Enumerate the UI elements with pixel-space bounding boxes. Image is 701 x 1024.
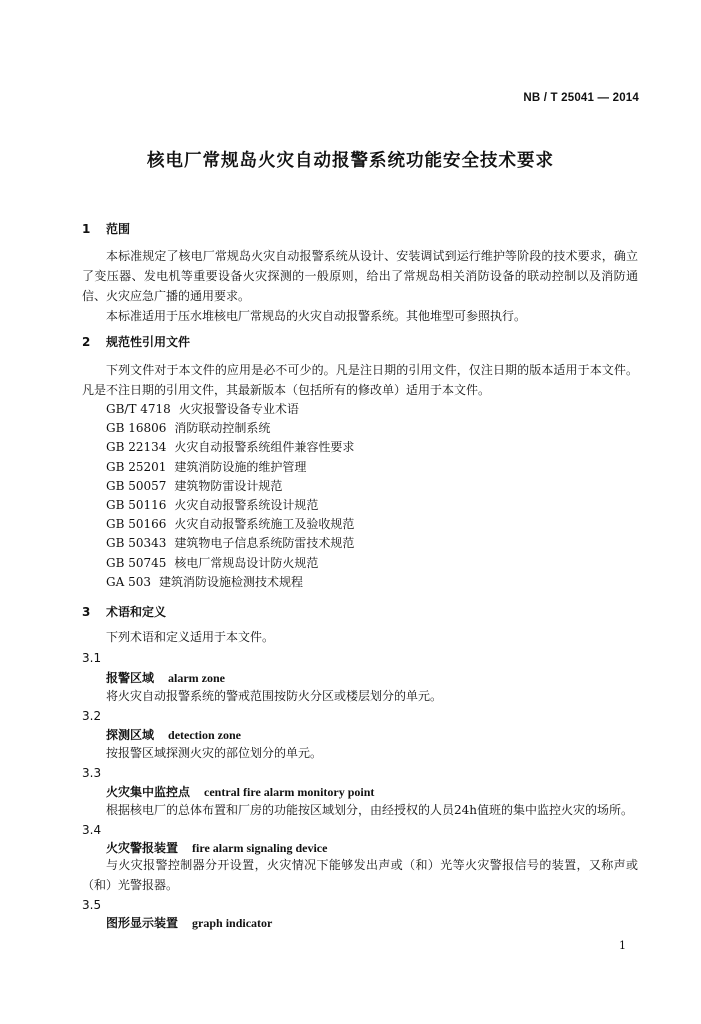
reference-code: GB 50745 [106,555,167,570]
term-definition: 根据核电厂的总体布置和厂房的功能按区域划分，由经授权的人员24h值班的集中监控火灾的场所。 [106,803,634,817]
section-2-intro: 下列文件对于本文件的应用是必不可少的。凡是注日期的引用文件，仅注日期的版本适用于本文件。凡是不注日期的引用文件，其最新版本（包括所有的修改单）适用于本文件。 [82,363,638,397]
reference-item [106,477,354,496]
term-number: 3.5 [82,898,102,912]
section-title: 术语和定义 [106,605,167,619]
term-english: alarm zone [168,671,225,685]
term-heading [106,914,272,931]
section-number: 2 [82,335,91,349]
reference-item [106,438,354,457]
reference-item [106,496,354,515]
section-title: 范围 [106,222,131,236]
reference-title: 消防联动控制系统 [174,421,271,436]
section-1-paragraph-1: 本标准规定了核电厂常规岛火灾自动报警系统从设计、安装调试到运行维护等阶段的技术要求，确立了变压器、发电机等重要设备火灾探测的一般原则，给出了常规岛相关消防设备的联动控制以及消防通信、火灾应急广播的通用要求。 [82,249,638,303]
reference-title: 核电厂常规岛设计防火规范 [174,555,319,570]
section-1-heading [82,220,130,237]
reference-code: GB 50343 [106,536,167,551]
section-2-heading [82,333,190,350]
term-english: fire alarm signaling device [192,841,328,855]
reference-code: GB 25201 [106,459,167,474]
term-english: graph indicator [192,916,273,930]
page-number: 1 [619,939,626,952]
section-number: 3 [82,605,91,619]
term-number: 3.3 [82,766,102,780]
reference-item [106,573,354,592]
reference-code: GB/T 4718 [106,402,171,416]
term-heading [106,839,327,856]
term-definition: 将火灾自动报警系统的警戒范围按防火分区或楼层划分的单元。 [106,689,443,703]
term-number: 3.2 [82,709,102,723]
reference-code: GB 50166 [106,517,167,532]
reference-title: 建筑消防设施的维护管理 [174,459,307,474]
reference-title: 火灾自动报警系统施工及验收规范 [174,517,355,532]
term-definition: 与火灾报警控制器分开设置，火灾情况下能够发出声或（和）光等火灾警报信号的装置，又称声或（和）光警报器。 [82,858,638,892]
document-title: 核电厂常规岛火灾自动报警系统功能安全技术要求 [147,151,554,171]
reference-item [106,419,354,438]
reference-item [106,458,354,477]
term-english: detection zone [168,728,241,742]
reference-title: 火灾自动报警系统设计规范 [174,497,319,512]
reference-code: GA 503 [106,574,151,589]
reference-item [106,400,354,419]
section-title: 规范性引用文件 [106,335,191,349]
normative-reference-list [106,400,354,592]
term-heading [106,726,241,743]
reference-title: 火灾报警设备专业术语 [178,402,299,416]
reference-item [106,554,354,573]
section-number: 1 [82,222,91,236]
reference-code: GB 22134 [106,440,167,455]
reference-code: GB 16806 [106,421,167,436]
reference-title: 火灾自动报警系统组件兼容性要求 [174,440,355,455]
term-english: central fire alarm monitory point [204,785,375,799]
term-definition: 按报警区域探测火灾的部位划分的单元。 [106,746,323,760]
reference-code: GB 50116 [106,497,167,512]
term-heading [106,783,374,800]
standard-number: NB / T 25041 — 2014 [523,92,639,104]
reference-item [106,515,354,534]
term-chinese: 图形显示装置 [106,916,179,930]
section-3-heading [82,603,166,620]
term-number: 3.1 [82,651,102,665]
term-chinese: 报警区域 [106,671,155,685]
term-chinese: 探测区域 [106,728,155,742]
reference-item [106,534,354,553]
term-chinese: 火灾警报装置 [106,841,179,855]
section-1-paragraph-2: 本标准适用于压水堆核电厂常规岛的火灾自动报警系统。其他堆型可参照执行。 [106,309,527,323]
reference-title: 建筑消防设施检测技术规程 [158,574,303,589]
term-number: 3.4 [82,823,102,837]
term-heading [106,669,225,686]
reference-code: GB 50057 [106,478,167,493]
reference-title: 建筑物电子信息系统防雷技术规范 [174,536,355,551]
section-3-intro: 下列术语和定义适用于本文件。 [106,630,275,644]
reference-title: 建筑物防雷设计规范 [174,478,283,493]
term-chinese: 火灾集中监控点 [106,785,191,799]
